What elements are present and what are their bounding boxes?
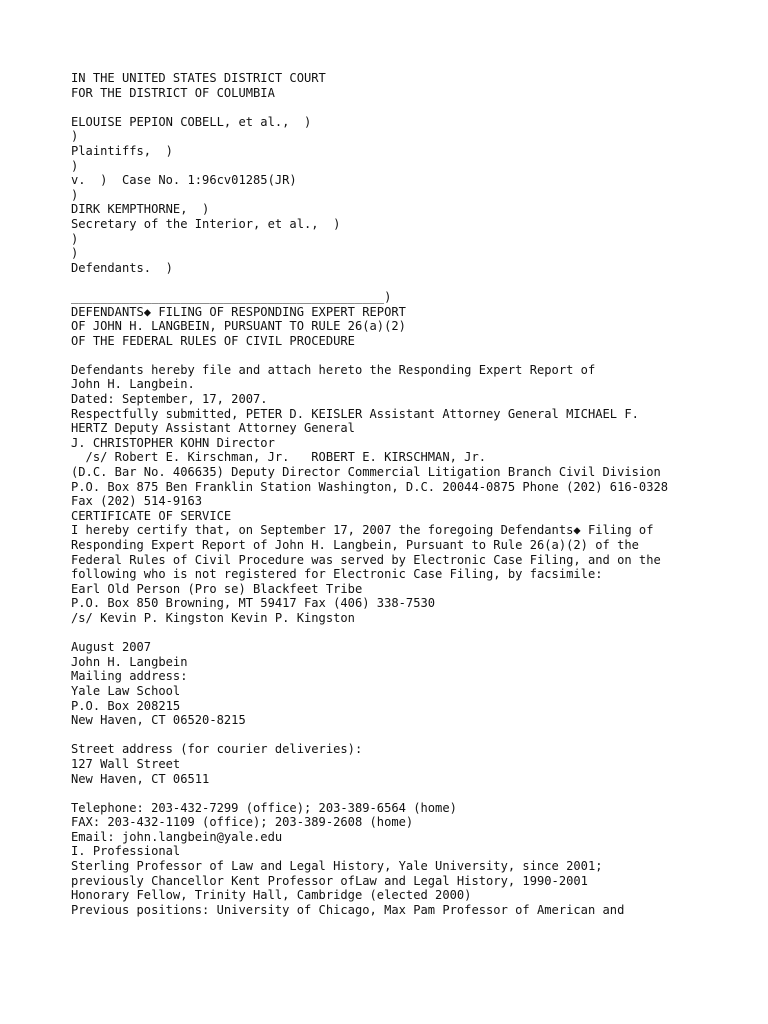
- caption-bracket: ): [71, 158, 79, 173]
- mailing-address-label: Mailing address:: [71, 669, 188, 684]
- cv-name: John H. Langbein: [71, 654, 188, 669]
- spacer: [71, 786, 751, 801]
- caption-rule-line: ___________________________________________): [71, 289, 392, 304]
- certificate-line-7: /s/ Kevin P. Kingston Kevin P. Kingston: [71, 610, 355, 625]
- cv-date: August 2007: [71, 640, 152, 655]
- professional-line-1: Sterling Professor of Law and Legal History, Yale University, since 2001;: [71, 859, 603, 874]
- dated-line: Dated: September, 17, 2007.: [71, 392, 268, 407]
- professional-line-2: previously Chancellor Kent Professor ofLaw and Legal History, 1990-2001: [71, 873, 588, 888]
- mailing-address-line-1: Yale Law School: [71, 683, 181, 698]
- street-address-label: Street address (for courier deliveries):: [71, 742, 363, 757]
- defendant-name: DIRK KEMPTHORNE, ): [71, 202, 210, 217]
- certificate-line-4: following who is not registered for Electronic Case Filing, by facsimile:: [71, 567, 603, 582]
- spacer: [71, 348, 751, 363]
- filing-title-line-3: OF THE FEDERAL RULES OF CIVIL PROCEDURE: [71, 333, 355, 348]
- filing-title-line-2: OF JOHN H. LANGBEIN, PURSUANT TO RULE 26(a)(2): [71, 319, 406, 334]
- fax-line: FAX: 203-432-1109 (office); 203-389-2608 (home): [71, 815, 414, 830]
- certificate-heading: CERTIFICATE OF SERVICE: [71, 508, 232, 523]
- street-address-line-1: 127 Wall Street: [71, 756, 181, 771]
- court-name-line-1: IN THE UNITED STATES DISTRICT COURT: [71, 71, 326, 85]
- defendant-title: Secretary of the Interior, et al., ): [71, 216, 341, 231]
- telephone-line: Telephone: 203-432-7299 (office); 203-389-6564 (home): [71, 800, 457, 815]
- section-heading-professional: I. Professional: [71, 844, 181, 859]
- plaintiffs-label: Plaintiffs, ): [71, 143, 173, 158]
- spacer: [71, 275, 751, 290]
- spacer: [71, 728, 751, 743]
- caption-bracket: ): [71, 246, 79, 261]
- spacer: [71, 626, 751, 641]
- court-name-line-2: FOR THE DISTRICT OF COLUMBIA: [71, 85, 275, 100]
- spacer: [71, 100, 751, 115]
- signature-block-line-6: P.O. Box 875 Ben Franklin Station Washington, D.C. 20044-0875 Phone (202) 616-0328: [71, 479, 669, 494]
- signature-block-line-3: J. CHRISTOPHER KOHN Director: [71, 435, 275, 450]
- defendants-label: Defendants. ): [71, 260, 173, 275]
- mailing-address-line-3: New Haven, CT 06520-8215: [71, 713, 246, 728]
- certificate-line-2: Responding Expert Report of John H. Langbein, Pursuant to Rule 26(a)(2) of the: [71, 538, 639, 552]
- plaintiff-name: ELOUISE PEPION COBELL, et al., ): [71, 114, 312, 129]
- caption-bracket: ): [71, 187, 79, 202]
- signature-block-line-5: (D.C. Bar No. 406635) Deputy Director Commercial Litigation Branch Civil Division: [71, 465, 661, 480]
- intro-line-1: Defendants hereby file and attach hereto the Responding Expert Report of: [71, 362, 596, 377]
- certificate-line-5: Earl Old Person (Pro se) Blackfeet Tribe: [71, 581, 363, 596]
- street-address-line-2: New Haven, CT 06511: [71, 771, 210, 786]
- case-number-line: v. ) Case No. 1:96cv01285(JR): [71, 173, 297, 188]
- caption-bracket: ): [71, 231, 79, 246]
- certificate-line-3: Federal Rules of Civil Procedure was served by Electronic Case Filing, and on the: [71, 552, 661, 567]
- email-line: Email: john.langbein@yale.edu: [71, 829, 283, 844]
- professional-line-4: Previous positions: University of Chicago, Max Pam Professor of American and: [71, 902, 625, 917]
- filing-title-line-1: DEFENDANTS◆ FILING OF RESPONDING EXPERT REPORT: [71, 304, 406, 319]
- certificate-line-6: P.O. Box 850 Browning, MT 59417 Fax (406) 338-7530: [71, 596, 436, 611]
- signature-block-line-7: Fax (202) 514-9163: [71, 494, 203, 509]
- mailing-address-line-2: P.O. Box 208215: [71, 698, 181, 713]
- intro-line-2: John H. Langbein.: [71, 377, 195, 392]
- signature-block-line-2: HERTZ Deputy Assistant Attorney General: [71, 421, 355, 436]
- certificate-line-1: I hereby certify that, on September 17, 2007 the foregoing Defendants◆ Filing of: [71, 523, 654, 538]
- signature-block-line-1: Respectfully submitted, PETER D. KEISLER Assistant Attorney General MICHAEL F.: [71, 406, 639, 421]
- professional-line-3: Honorary Fellow, Trinity Hall, Cambridge (elected 2000): [71, 888, 472, 903]
- document-page: [71, 71, 751, 917]
- signature-block-line-4: /s/ Robert E. Kirschman, Jr. ROBERT E. KIRSCHMAN, Jr.: [71, 450, 487, 465]
- caption-bracket: ): [71, 129, 79, 144]
